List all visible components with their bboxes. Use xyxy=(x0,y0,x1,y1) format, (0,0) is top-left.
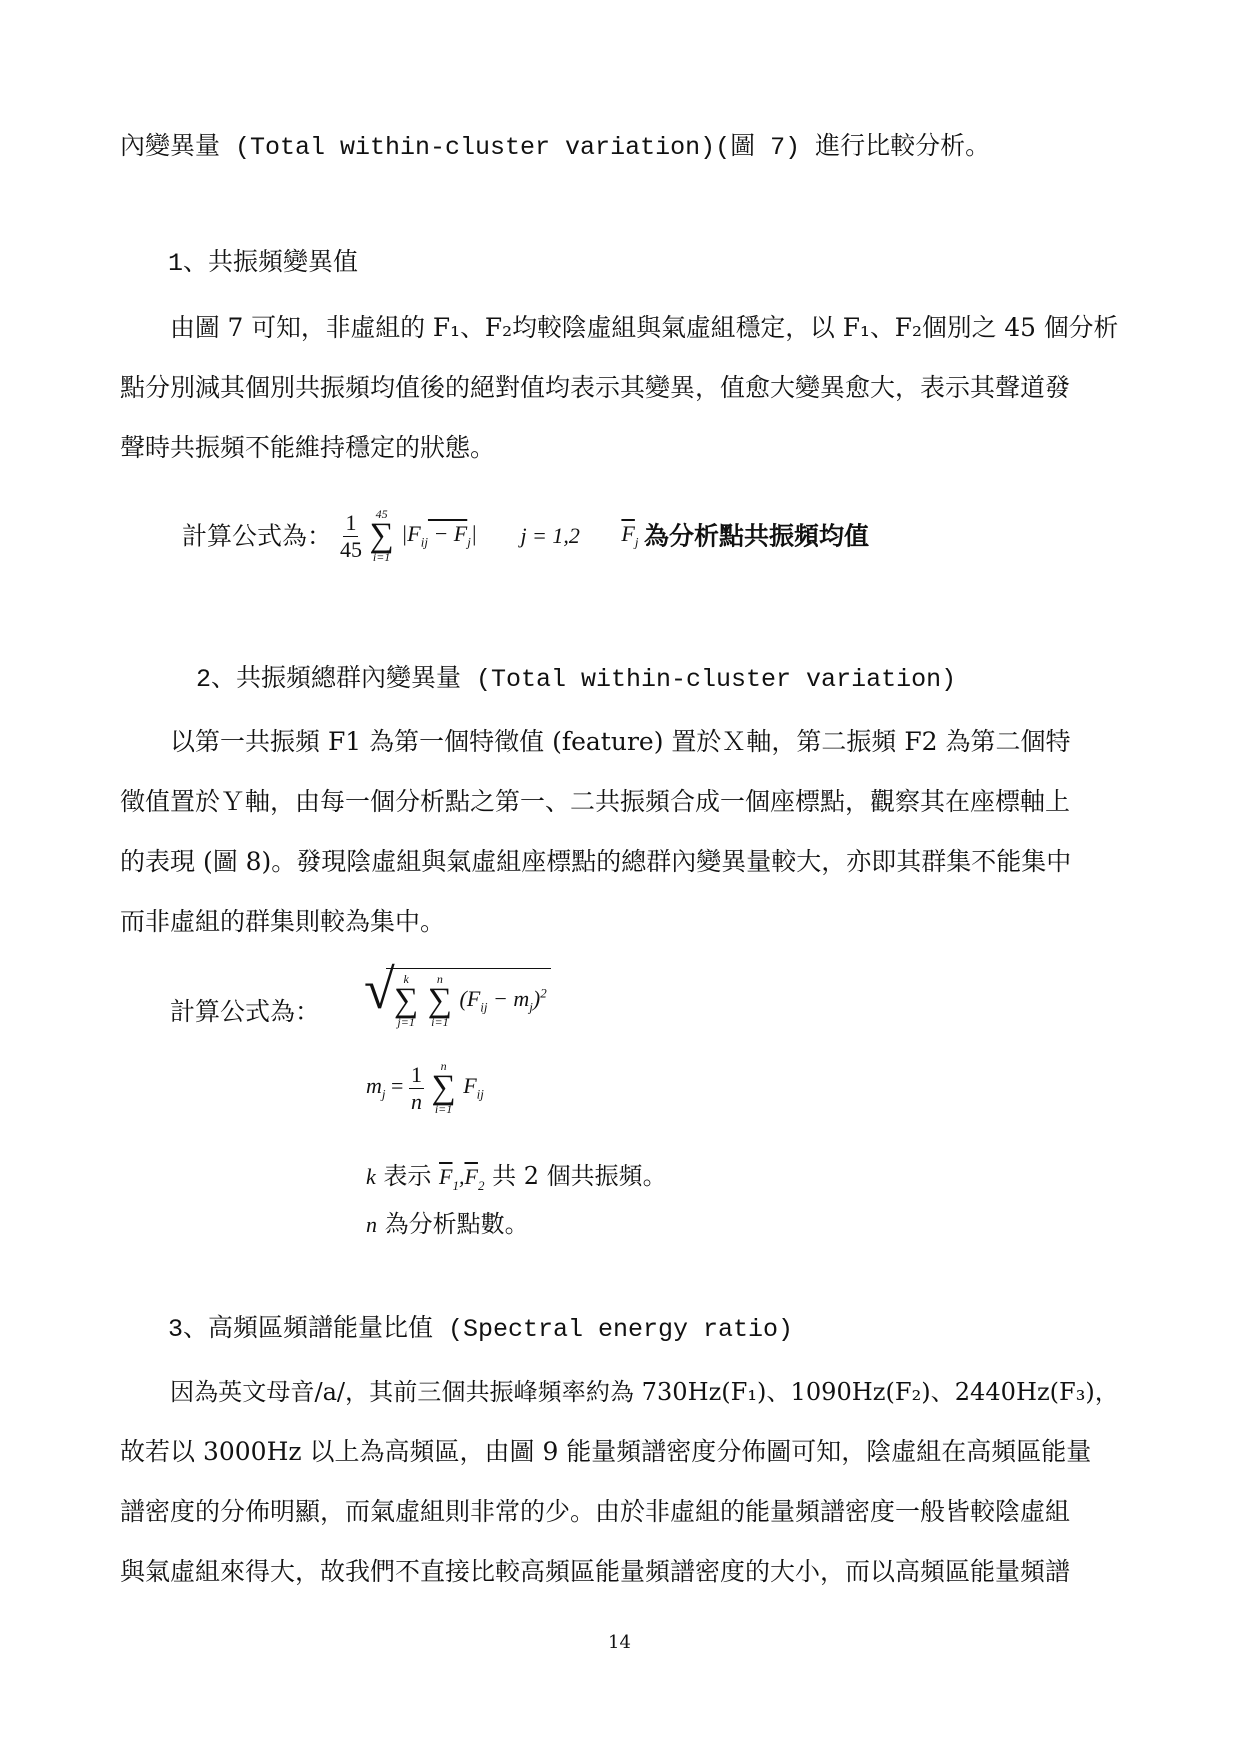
expr-sub: ij xyxy=(420,534,428,550)
formula-1 xyxy=(182,508,869,572)
sum-lower: i=1 xyxy=(434,1102,453,1116)
sum-upper: 45 xyxy=(375,507,388,521)
expr-part: m xyxy=(366,1073,382,1099)
expr-sub: ij xyxy=(476,1086,484,1102)
formula-label: 計算公式為： xyxy=(182,521,333,551)
expr-sub: j xyxy=(381,1086,386,1102)
text-line: 徵值置於Ｙ軸，由每一個分析點之第一、二共振頻合成一個座標點，觀察其在座標軸上 xyxy=(120,787,1071,816)
expr-part: (F xyxy=(459,986,481,1012)
expr-part: = xyxy=(385,1073,409,1099)
formula-2-root: √ k ∑ j=1 n ∑ i=1 $(F_{ij} - m_j)^2$ xyxy=(364,968,551,1029)
formula-condition: j = 1,2 xyxy=(520,523,580,548)
expr-part: k xyxy=(366,1164,376,1189)
text-line: 而非虛組的群集則較為集中。 xyxy=(120,907,446,936)
formula-2-mean: $m_j$ = $\frac{1}{n}$ n ∑ i=1 $F_{ij}$ xyxy=(366,1059,484,1116)
expr-part: − F xyxy=(427,521,468,547)
sum-upper: n xyxy=(436,972,443,986)
section-heading-3: 3、高頻區頻譜能量比值 (Spectral energy ratio) xyxy=(168,1315,794,1344)
note-text: 表示 xyxy=(375,1162,440,1190)
text-line: 與氣虛組來得大，故我們不直接比較高頻區能量頻譜密度的大小，而以高頻區能量頻譜 xyxy=(120,1557,1071,1586)
expr-sub: 2 xyxy=(477,1177,485,1193)
sum-lower: j=1 xyxy=(397,1015,415,1029)
expr-part: $\overline{F}$ xyxy=(464,1164,478,1189)
text-line: 聲時共振頻不能維持穩定的狀態。 xyxy=(120,433,496,462)
expr-part: $\overline{F}$ xyxy=(439,1164,453,1189)
text-line: 故若以 3000Hz 以上為高頻區，由圖 9 能量頻譜密度分佈圖可知，陰虛組在高頻區能量 xyxy=(120,1437,1092,1466)
text-line: 內變異量 (Total within-cluster variation)(圖 7) 進行比較分析。 xyxy=(120,133,991,162)
text-line: 點分別減其個別共振頻均值後的絕對值均表示其變異，值愈大變異愈大，表示其聲道發 xyxy=(120,373,1071,402)
formula-description: 為分析點共振頻均值 xyxy=(643,521,869,551)
text-line: 的表現 (圖 8)。發現陰虛組與氣虛組座標點的總群內變異量較大，亦即其群集不能集中 xyxy=(120,847,1072,876)
expr-part: n xyxy=(366,1212,377,1237)
formula-2-label: 計算公式為： xyxy=(170,997,321,1026)
expr-sub: j xyxy=(467,534,471,550)
formula-2-k-note xyxy=(366,1160,667,1202)
sum-upper: n xyxy=(440,1059,447,1073)
page-number: 14 xyxy=(608,1632,631,1653)
note-text: 為分析點數。 xyxy=(377,1210,529,1238)
expr-sub: ij xyxy=(480,999,488,1015)
expr-part: F xyxy=(463,1073,477,1099)
expr-part: , xyxy=(458,1164,465,1189)
fraction-numerator: 1 xyxy=(345,509,357,535)
section-heading-2: 2、共振頻總群內變異量 (Total within-cluster variation) xyxy=(196,665,957,694)
section-heading-1: 1、共振頻變異值 xyxy=(168,249,359,278)
sum-lower: i=1 xyxy=(431,1015,449,1029)
formula-2-n-note xyxy=(366,1208,529,1241)
formula-1-expression: $\frac{1}{45}$ 45 ∑ i=1 $|F_{ij} - F_j|$ j = 1,2 $\overline{F}_j$ xyxy=(339,507,639,564)
fraction-numerator: 1 xyxy=(410,1061,422,1087)
expr-part: |F xyxy=(401,521,421,547)
expr-sup: 2 xyxy=(540,986,547,1002)
expr-sub: j xyxy=(634,534,639,550)
expr-part: | xyxy=(470,521,477,547)
fraction-denominator: n xyxy=(410,1088,422,1114)
note-text: 共 2 個共振頻。 xyxy=(484,1162,667,1190)
expr-sub: j xyxy=(529,999,533,1015)
text-line: 以第一共振頻 F1 為第一個特徵值 (feature) 置於Ｘ軸，第二振頻 F2 為第二個特 xyxy=(170,727,1071,756)
expr-part: ) xyxy=(532,986,541,1012)
expr-sub: 1 xyxy=(452,1177,459,1193)
expr-part: − m xyxy=(487,986,530,1012)
fraction-denominator: 45 xyxy=(339,536,362,562)
sum-upper: k xyxy=(403,972,409,986)
formula-mean-symbol: $\overline{F}$ xyxy=(621,521,635,547)
text-line: 因為英文母音/a/，其前三個共振峰頻率約為 730Hz(F₁)、1090Hz(F₂)、2440Hz(F₃)， xyxy=(170,1378,1119,1406)
text-line: 譜密度的分佈明顯，而氣虛組則非常的少。由於非虛組的能量頻譜密度一般皆較陰虛組 xyxy=(120,1497,1071,1526)
text-line: 由圖 7 可知，非虛組的 F₁、F₂均較陰虛組與氣虛組穩定，以 F₁、F₂個別之 45 個分析 xyxy=(170,313,1119,342)
sum-lower: i=1 xyxy=(372,550,391,564)
